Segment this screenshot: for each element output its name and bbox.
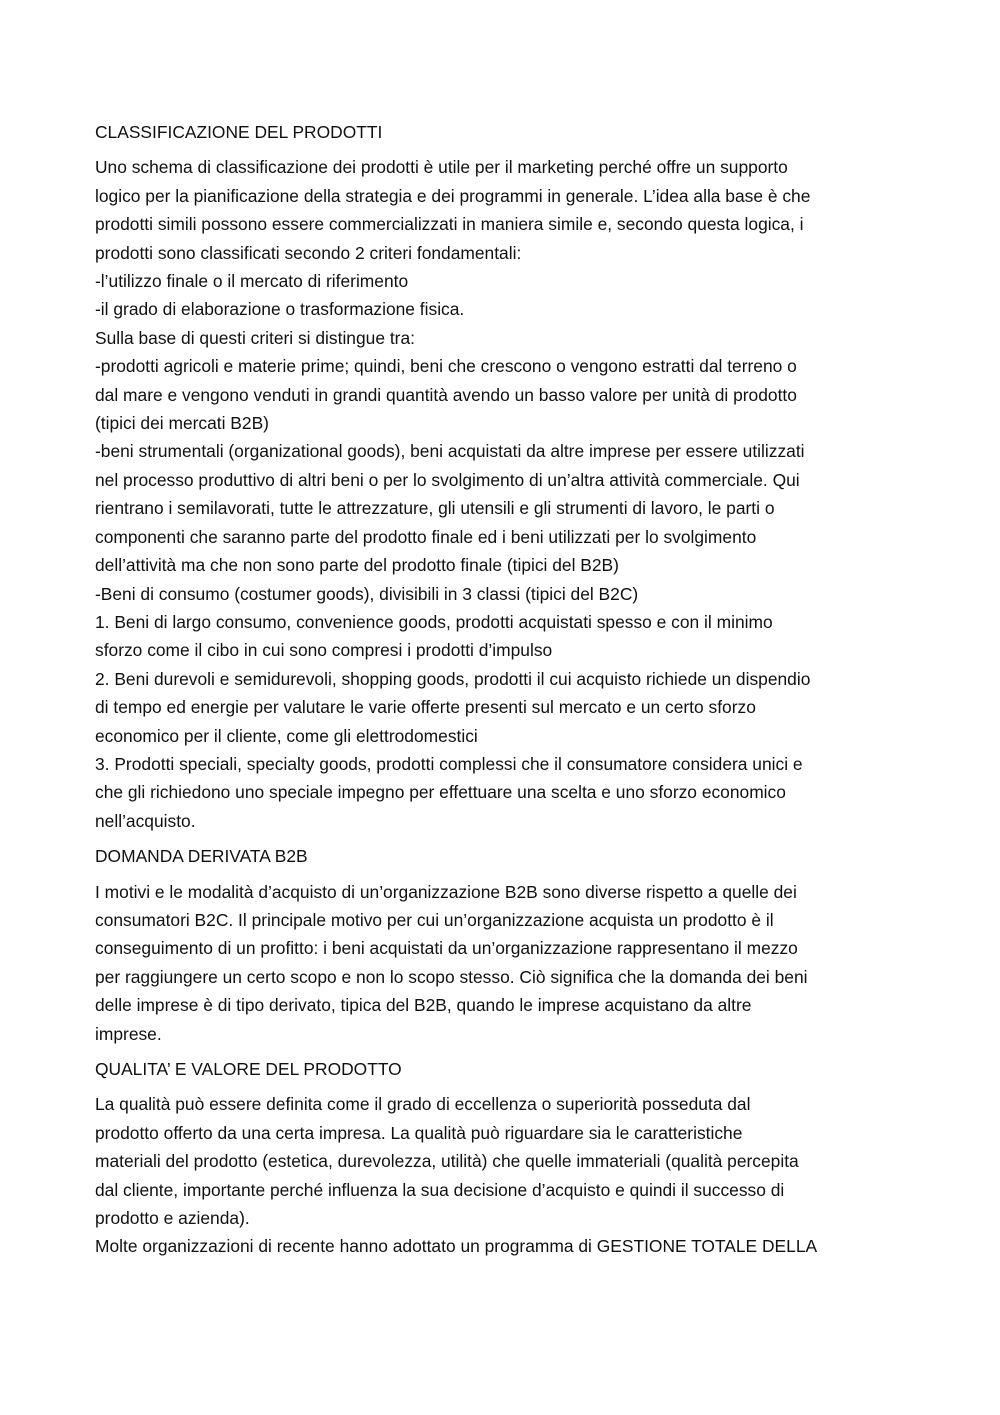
text-line: 2. Beni durevoli e semidurevoli, shopping goods, prodotti il cui acquisto richiede un dispendio bbox=[95, 668, 811, 689]
section-heading: DOMANDA DERIVATA B2B bbox=[95, 846, 308, 867]
text-line: dal mare e vengono venduti in grandi quantità avendo un basso valore per unità di prodotto bbox=[95, 384, 797, 405]
text-line: prodotti sono classificati secondo 2 criteri fondamentali: bbox=[95, 242, 522, 263]
text-line: consumatori B2C. Il principale motivo per cui un’organizzazione acquista un prodotto è il bbox=[95, 909, 774, 930]
text-line: conseguimento di un profitto: i beni acquistati da un’organizzazione rappresentano il mezzo bbox=[95, 938, 798, 959]
text-line: per raggiungere un certo scopo e non lo scopo stesso. Ciò significa che la domanda dei beni bbox=[95, 966, 808, 987]
text-line: (tipici dei mercati B2B) bbox=[95, 413, 269, 434]
section-body bbox=[95, 878, 925, 1048]
text-line: dal cliente, importante perché influenza la sua decisione d’acquisto e quindi il successo di bbox=[95, 1179, 785, 1200]
text-line: nel processo produttivo di altri beni o per lo svolgimento di un’altra attività commerciale. Qui bbox=[95, 469, 800, 490]
text-line: che gli richiedono uno speciale impegno per effettuare una scelta e uno sforzo economico bbox=[95, 782, 786, 803]
section-body bbox=[95, 153, 925, 835]
text-line: -il grado di elaborazione o trasformazione fisica. bbox=[95, 299, 465, 320]
text-line: Molte organizzazioni di recente hanno adottato un programma di GESTIONE TOTALE DELLA bbox=[95, 1236, 818, 1257]
text-line: delle imprese è di tipo derivato, tipica del B2B, quando le imprese acquistano da altre bbox=[95, 995, 752, 1016]
text-line: -Beni di consumo (costumer goods), divisibili in 3 classi (tipici del B2C) bbox=[95, 583, 639, 604]
text-line: 3. Prodotti speciali, specialty goods, prodotti complessi che il consumatore considera unici e bbox=[95, 753, 803, 774]
text-line: -beni strumentali (organizational goods), beni acquistati da altre imprese per essere utilizzati bbox=[95, 441, 805, 462]
section-body bbox=[95, 1090, 925, 1260]
text-line: rientrano i semilavorati, tutte le attrezzature, gli utensili e gli strumenti di lavoro, le parti o bbox=[95, 498, 775, 519]
text-line: materiali del prodotto (estetica, durevolezza, utilità) che quelle immateriali (qualità percepita bbox=[95, 1151, 799, 1172]
section-domanda-derivata bbox=[95, 842, 925, 1048]
text-line: 1. Beni di largo consumo, convenience goods, prodotti acquistati spesso e con il minimo bbox=[95, 611, 773, 632]
text-line: Sulla base di questi criteri si distingue tra: bbox=[95, 327, 415, 348]
text-line: nell’acquisto. bbox=[95, 810, 196, 831]
text-line: imprese. bbox=[95, 1023, 162, 1044]
text-line: prodotti simili possono essere commercializzati in maniera simile e, secondo questa logica, i bbox=[95, 214, 804, 235]
text-line: -prodotti agricoli e materie prime; quindi, beni che crescono o vengono estratti dal terreno o bbox=[95, 356, 797, 377]
text-line: prodotto e azienda). bbox=[95, 1208, 250, 1229]
text-line: dell’attività ma che non sono parte del prodotto finale (tipici del B2B) bbox=[95, 555, 619, 576]
text-line: La qualità può essere definita come il grado di eccellenza o superiorità posseduta dal bbox=[95, 1094, 751, 1115]
text-line: -l’utilizzo finale o il mercato di riferimento bbox=[95, 271, 409, 292]
section-heading: CLASSIFICAZIONE DEL PRODOTTI bbox=[95, 122, 383, 142]
text-line: economico per il cliente, come gli elettrodomestici bbox=[95, 725, 478, 746]
text-line: di tempo ed energie per valutare le varie offerte presenti sul mercato e un certo sforzo bbox=[95, 697, 756, 718]
text-line: I motivi e le modalità d’acquisto di un’organizzazione B2B sono diverse rispetto a quelle dei bbox=[95, 881, 797, 902]
section-classificazione bbox=[95, 118, 925, 835]
text-line: sforzo come il cibo in cui sono compresi i prodotti d’impulso bbox=[95, 640, 553, 661]
section-qualita-valore bbox=[95, 1055, 925, 1261]
text-line: prodotto offerto da una certa impresa. La qualità può riguardare sia le caratteristiche bbox=[95, 1122, 743, 1143]
section-heading: QUALITA’ E VALORE DEL PRODOTTO bbox=[95, 1059, 402, 1079]
document-page bbox=[95, 118, 925, 1268]
text-line: Uno schema di classificazione dei prodotti è utile per il marketing perché offre un supporto bbox=[95, 157, 788, 178]
text-line: componenti che saranno parte del prodotto finale ed i beni utilizzati per lo svolgimento bbox=[95, 526, 757, 547]
text-line: logico per la pianificazione della strategia e dei programmi in generale. L’idea alla base è che bbox=[95, 185, 811, 206]
